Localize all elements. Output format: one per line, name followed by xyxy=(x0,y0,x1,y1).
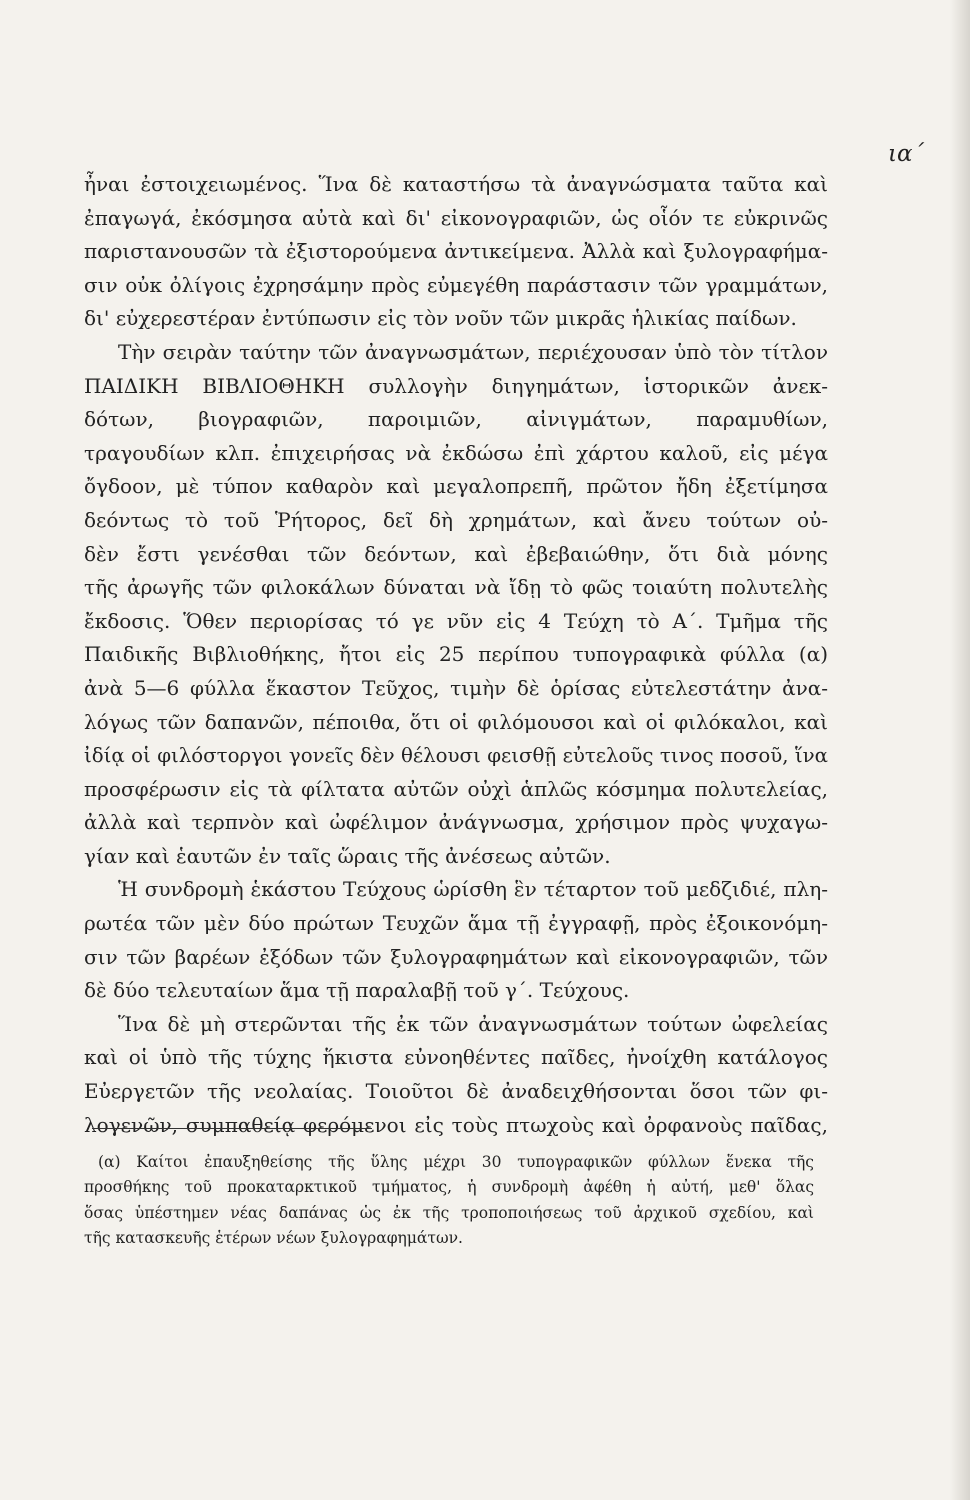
text-line: καὶ οἱ ὑπὸ τῆς τύχης ἥκιστα εὐνοηθέντες παῖδες, ἠνοίχθη κατάλογος xyxy=(84,1045,828,1070)
text-line: ἔκδοσις. Ὅθεν περιορίσας τό γε νῦν εἰς 4 Τεύχη τὸ Α΄. Τμῆμα τῆς xyxy=(84,608,828,633)
text-line: Παιδικῆς Βιβλιοθήκης, ἤτοι εἰς 25 περίπου τυπογραφικὰ φύλλα (α) xyxy=(84,642,828,667)
text-line: δότων, βιογραφιῶν, παροιμιῶν, αἰνιγμάτων, παραμυθίων, xyxy=(84,407,828,432)
footnote-line: τῆς κατασκευῆς ἑτέρων νέων ξυλογραφημάτων. xyxy=(84,1228,463,1247)
text-line: ρωτέα τῶν μὲν δύο πρώτων Τευχῶν ἅμα τῇ ἐγγραφῇ, πρὸς ἐξοικονόμη- xyxy=(84,911,828,936)
text-line: τῆς ἀρωγῆς τῶν φιλοκάλων δύναται νὰ ἴδῃ τὸ φῶς τοιαύτη πολυτελὴς xyxy=(84,575,828,600)
text-line: δεόντως τὸ τοῦ Ῥήτορος, δεῖ δὴ χρημάτων, καὶ ἄνευ τούτων οὐ- xyxy=(84,507,828,532)
page-edge-shadow xyxy=(950,0,970,1500)
text-line: δὲν ἔστι γενέσθαι τῶν δεόντων, καὶ ἐβεβαιώθην, ὅτι διὰ μόνης xyxy=(84,541,828,566)
text-line: σιν οὐκ ὀλίγοις ἐχρησάμην πρὸς εὐμεγέθη παράστασιν τῶν γραμμάτων, xyxy=(84,272,828,297)
footnote-line: ὅσας ὑπέστημεν νέας δαπάνας ὡς ἐκ τῆς τροποποιήσεως τοῦ ἀρχικοῦ σχεδίου, καὶ xyxy=(84,1203,814,1222)
text-line: Ἡ συνδρομὴ ἑκάστου Τεύχους ὡρίσθη ἓν τέταρτον τοῦ μεδζιδιέ, πλη- xyxy=(118,877,828,902)
text-line: λογενῶν, συμπαθείᾳ φερόμενοι εἰς τοὺς πτωχοὺς καὶ ὀρφανοὺς παῖδας, xyxy=(84,1112,828,1137)
text-line: ΠΑΙΔΙΚΗ ΒΙΒΛΙΟΘΗΚΗ συλλογὴν διηγημάτων, ἱστορικῶν ἀνεκ- xyxy=(84,373,828,398)
text-line: σιν τῶν βαρέων ἐξόδων τῶν ξυλογραφημάτων καὶ εἰκονογραφιῶν, τῶν xyxy=(84,944,828,969)
text-line: προσφέρωσιν εἰς τὰ φίλτατα αὐτῶν οὐχὶ ἁπλῶς κόσμημα πολυτελείας, xyxy=(84,776,828,801)
main-text xyxy=(84,168,828,1142)
text-line: ἰδίᾳ οἱ φιλόστοργοι γονεῖς δὲν θέλουσι φεισθῇ εὐτελοῦς τινος ποσοῦ, ἵνα xyxy=(84,744,828,768)
text-line: ἀνὰ 5—6 φύλλα ἕκαστον Τεῦχος, τιμὴν δὲ ὁρίσας εὐτελεστάτην ἀνα- xyxy=(84,675,828,700)
text-line: ἦναι ἐστοιχειωμένος. Ἵνα δὲ καταστήσω τὰ ἀναγνώσματα ταῦτα καὶ xyxy=(84,172,828,196)
text-line: ὄγδοον, μὲ τύπον καθαρὸν καὶ μεγαλοπρεπῆ, πρῶτον ἤδη ἐξετίμησα xyxy=(84,474,828,499)
text-line: ἐπαγωγά, ἐκόσμησα αὐτὰ καὶ δι' εἰκονογραφιῶν, ὡς οἷόν τε εὐκρινῶς xyxy=(84,205,828,230)
text-line: παριστανουσῶν τὰ ἐξιστορούμενα ἀντικείμενα. Ἀλλὰ καὶ ξυλογραφήμα- xyxy=(84,239,828,264)
footnote-line: (α) Καίτοι ἐπαυξηθείσης τῆς ὕλης μέχρι 30 τυπογραφικῶν φύλλων ἕνεκα τῆς xyxy=(98,1153,814,1171)
text-line: Ἵνα δὲ μὴ στερῶνται τῆς ἐκ τῶν ἀναγνωσμάτων τούτων ὠφελείας xyxy=(118,1011,828,1036)
footnote xyxy=(84,1150,814,1251)
text-line: Τὴν σειρὰν ταύτην τῶν ἀναγνωσμάτων, περιέχουσαν ὑπὸ τὸν τίτλον xyxy=(118,339,828,364)
text-line: τραγουδίων κλπ. ἐπιχειρήσας νὰ ἐκδώσω ἐπὶ χάρτου καλοῦ, εἰς μέγα xyxy=(84,440,828,465)
text-line: ἀλλὰ καὶ τερπνὸν καὶ ὠφέλιμον ἀνάγνωσμα, χρήσιμον πρὸς ψυχαγω- xyxy=(84,810,828,835)
text-line: γίαν καὶ ἑαυτῶν ἐν ταῖς ὥραις τῆς ἀνέσεως αὐτῶν. xyxy=(84,843,611,868)
page-number: ια΄ xyxy=(888,141,925,167)
text-line: Εὐεργετῶν τῆς νεολαίας. Τοιοῦτοι δὲ ἀναδειχθήσονται ὅσοι τῶν φι- xyxy=(84,1079,828,1104)
text-line: λόγως τῶν δαπανῶν, πέποιθα, ὅτι οἱ φιλόμουσοι καὶ οἱ φιλόκαλοι, καὶ xyxy=(84,709,828,734)
footnote-line: προσθήκης τοῦ προκαταρκτικοῦ τμήματος, ἡ συνδρομὴ ἀφέθη ἡ αὐτή, μεθ' ὅλας xyxy=(84,1178,814,1197)
text-line: δὲ δύο τελευταίων ἅμα τῇ παραλαβῇ τοῦ γ΄. Τεύχους. xyxy=(84,978,630,1003)
text-line: δι' εὐχερεστέραν ἐντύπωσιν εἰς τὸν νοῦν τῶν μικρᾶς ἡλικίας παίδων. xyxy=(84,306,797,331)
footnote-divider xyxy=(92,1128,372,1129)
